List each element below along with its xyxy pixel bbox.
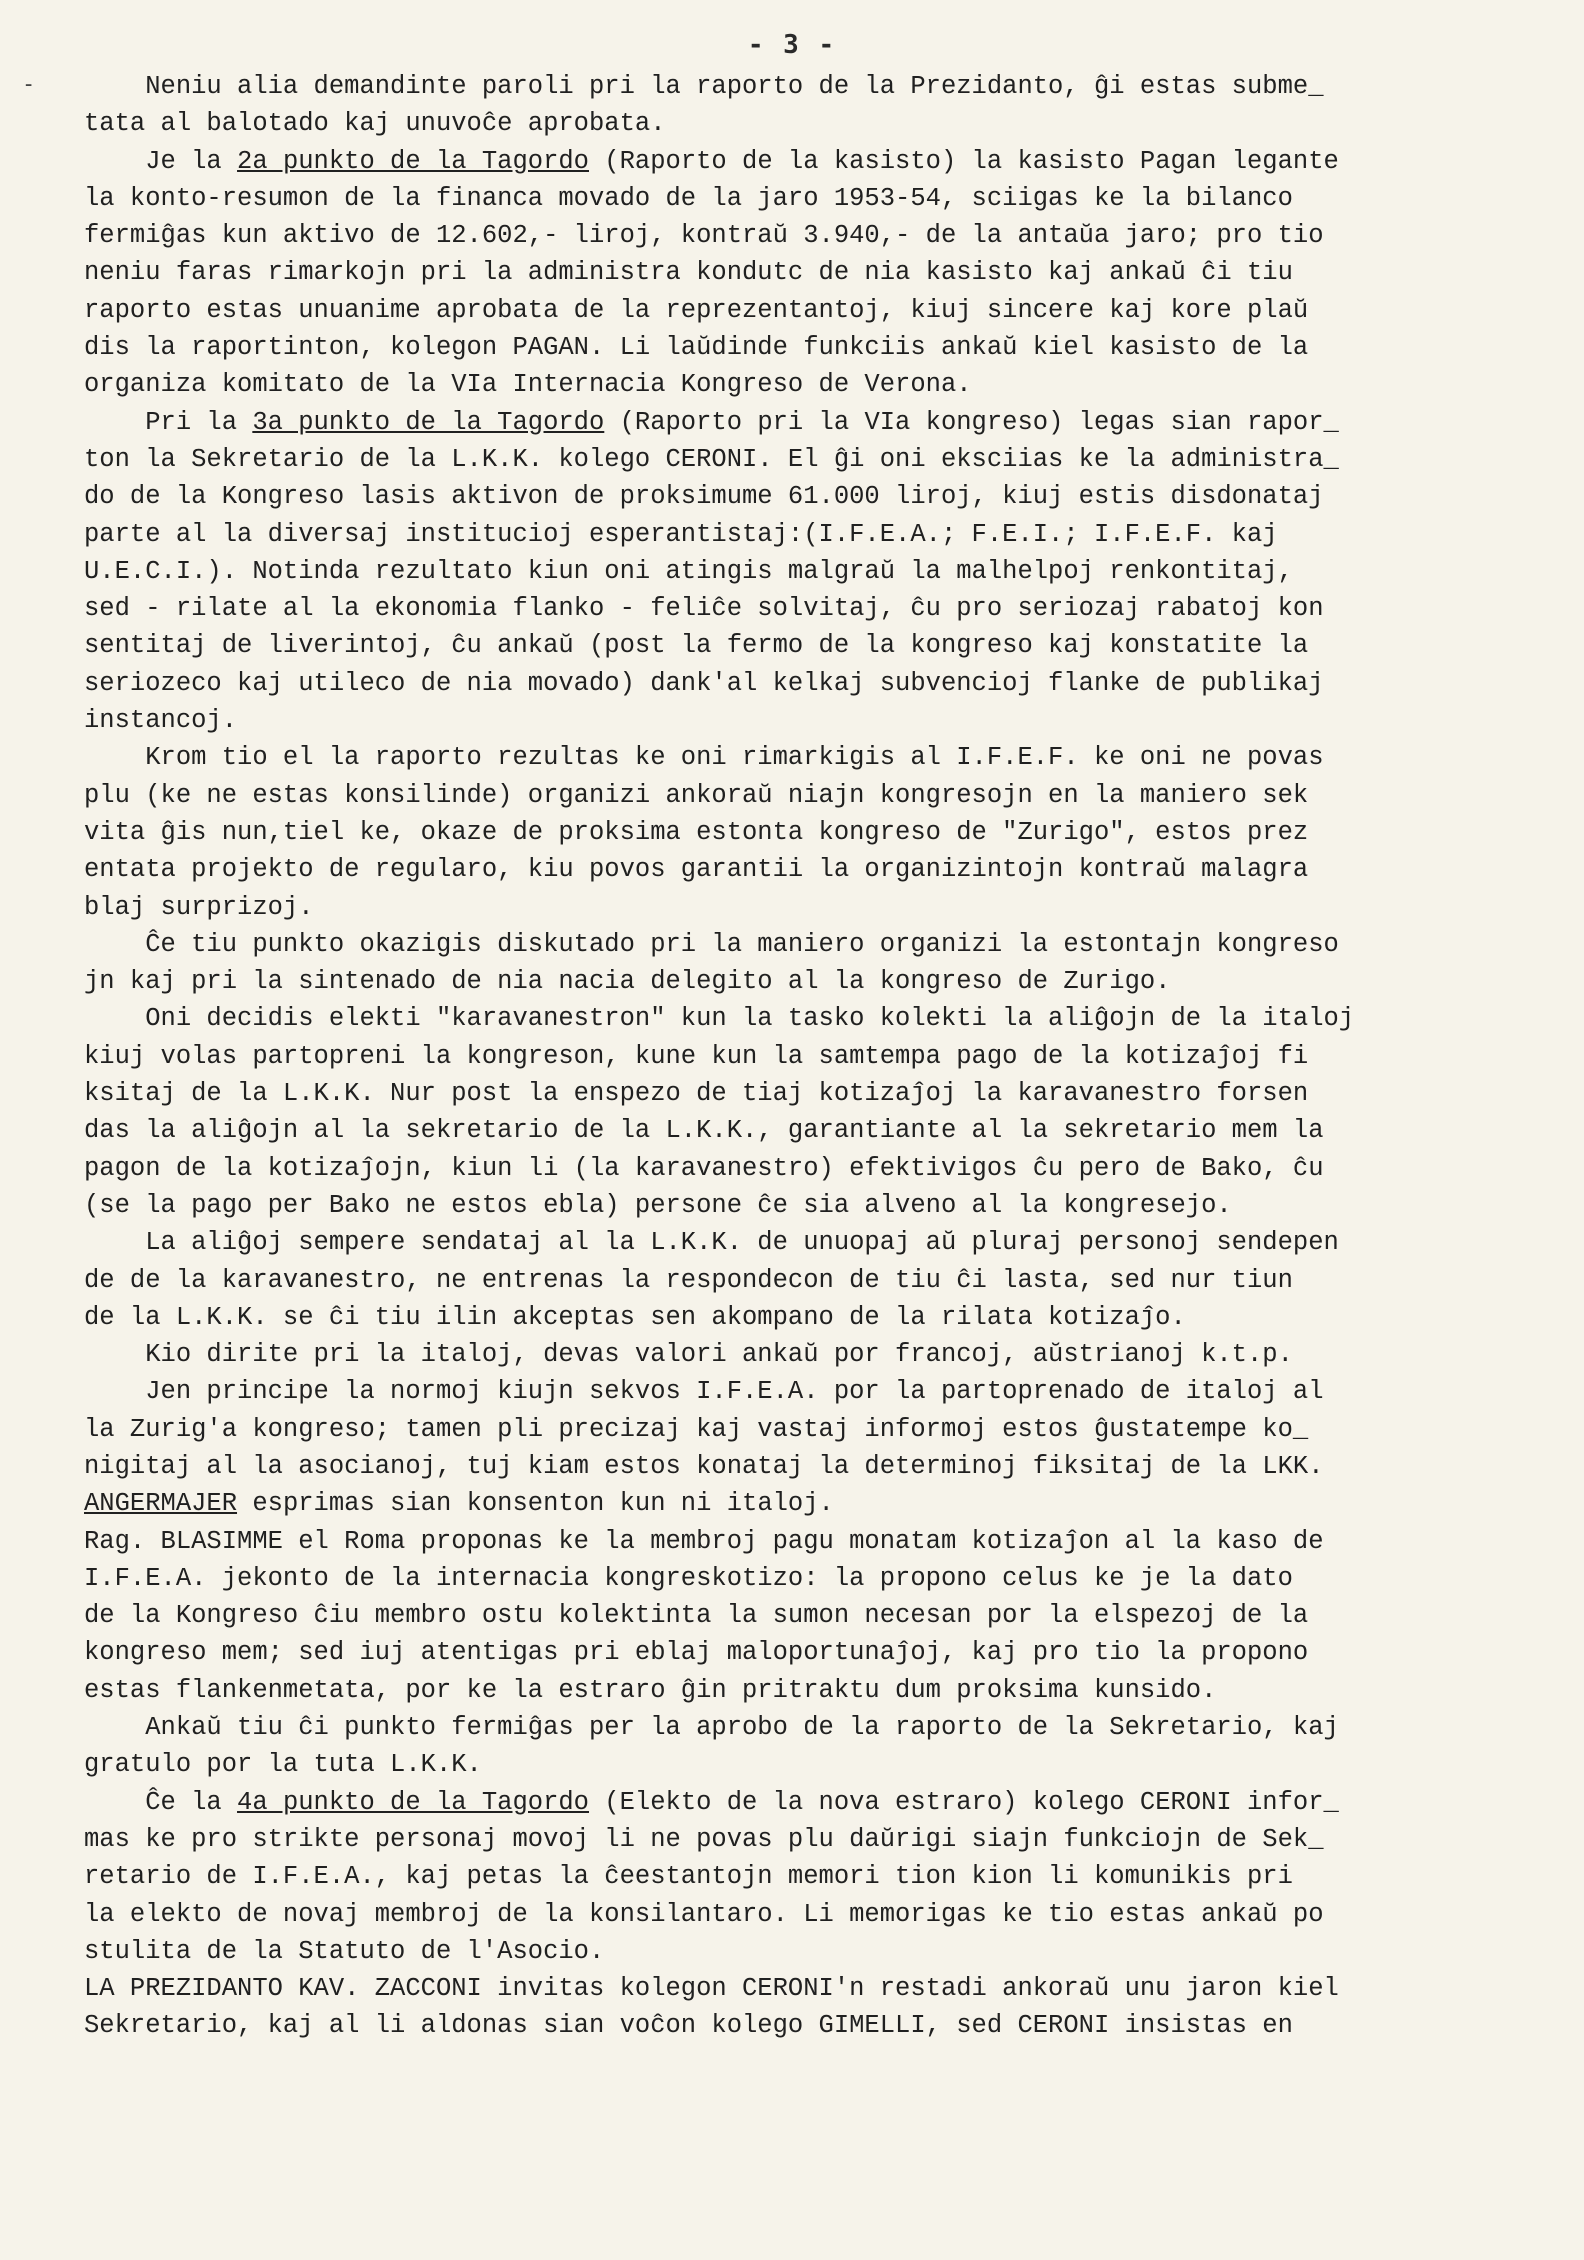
text-line xyxy=(84,814,1554,851)
text-line xyxy=(84,1224,1554,1261)
text-segment: seriozeco kaj utileco de nia movado) dank'al kelkaj subvencioj flanke de publikaj xyxy=(84,668,1324,698)
text-line xyxy=(84,1634,1554,1671)
text-segment: Sekretario, kaj al li aldonas sian voĉon kolego GIMELLI, sed CERONI insistas en xyxy=(84,2011,1293,2041)
text-line xyxy=(84,366,1554,403)
text-segment: Ankaŭ tiu ĉi punkto fermiĝas per la aprobo de la raporto de la Sekretario, kaj xyxy=(84,1713,1339,1743)
text-segment: Krom tio el la raporto rezultas ke oni rimarkigis al I.F.E.F. ke oni ne povas xyxy=(84,743,1324,773)
text-line xyxy=(84,143,1554,180)
text-segment: mas ke pro strikte personaj movoj li ne povas plu daŭrigi siajn funkciojn de Sek_ xyxy=(84,1824,1324,1854)
text-line xyxy=(84,292,1554,329)
text-line xyxy=(84,1784,1554,1821)
text-line xyxy=(84,1299,1554,1336)
text-line xyxy=(84,1000,1554,1037)
text-line xyxy=(84,254,1554,291)
text-line xyxy=(84,553,1554,590)
text-segment: ksitaj de la L.K.K. Nur post la enspezo de tiaj kotizaĵoj la karavanestro forsen xyxy=(84,1079,1309,1109)
text-segment: Rag. BLASIMME el Roma proponas ke la membroj pagu monatam kotizaĵon al la kaso de xyxy=(84,1526,1324,1556)
text-line xyxy=(84,1187,1554,1224)
text-segment: Jen principe la normoj kiujn sekvos I.F.E.A. por la partoprenado de italoj al xyxy=(84,1377,1324,1407)
text-segment: stulita de la Statuto de l'Asocio. xyxy=(84,1936,605,1966)
text-line xyxy=(84,1858,1554,1895)
text-line xyxy=(84,1336,1554,1373)
text-segment: Oni decidis elekti "karavanestron" kun la tasko kolekti la aliĝojn de la italoj xyxy=(84,1004,1355,1034)
text-line xyxy=(84,1523,1554,1560)
text-line xyxy=(84,404,1554,441)
text-line xyxy=(84,1933,1554,1970)
text-line xyxy=(84,217,1554,254)
text-segment: estas flankenmetata, por ke la estraro ĝin pritraktu dum proksima kunsido. xyxy=(84,1675,1217,1705)
text-segment: esprimas sian konsenton kun ni italoj. xyxy=(237,1489,834,1519)
text-line xyxy=(84,1709,1554,1746)
page-number: - 3 - xyxy=(747,30,837,60)
text-line xyxy=(84,590,1554,627)
text-segment: Kio dirite pri la italoj, devas valori ankaŭ por francoj, aŭstrianoj k.t.p. xyxy=(84,1340,1293,1370)
text-segment: vita ĝis nun,tiel ke, okaze de proksima estonta kongreso de "Zurigo", estos prez xyxy=(84,817,1309,847)
text-segment: (Raporto de la kasisto) la kasisto Pagan legante xyxy=(589,146,1339,176)
text-line xyxy=(84,478,1554,515)
text-segment: U.E.C.I.). Notinda rezultato kiun oni atingis malgraŭ la malhelpoj renkontitaj, xyxy=(84,556,1293,586)
text-segment: fermiĝas kun aktivo de 12.602,- liroj, kontraŭ 3.940,- de la antaŭa jaro; pro tio xyxy=(84,221,1324,251)
text-line xyxy=(84,516,1554,553)
text-line xyxy=(84,1597,1554,1634)
text-line xyxy=(84,1075,1554,1112)
text-segment: sentitaj de liverintoj, ĉu ankaŭ (post la fermo de la kongreso kaj konstatite la xyxy=(84,631,1309,661)
text-segment: la konto-resumon de la financa movado de la jaro 1953-54, sciigas ke la bilanco xyxy=(84,183,1293,213)
text-segment: jn kaj pri la sintenado de nia nacia delegito al la kongreso de Zurigo. xyxy=(84,967,1171,997)
text-line xyxy=(84,963,1554,1000)
text-line xyxy=(84,889,1554,926)
text-segment: raporto estas unuanime aprobata de la reprezentantoj, kiuj sincere kaj kore plaŭ xyxy=(84,295,1309,325)
text-line xyxy=(84,777,1554,814)
text-line xyxy=(84,1112,1554,1149)
document-body xyxy=(84,68,1554,2045)
text-line xyxy=(84,1262,1554,1299)
text-segment: nigitaj al la asocianoj, tuj kiam estos konataj la determinoj fiksitaj de la LKK. xyxy=(84,1451,1324,1481)
text-segment: I.F.E.A. jekonto de la internacia kongreskotizo: la propono celus ke je la dato xyxy=(84,1563,1293,1593)
text-segment: das la aliĝojn al la sekretario de la L.K.K., garantiante al la sekretario mem la xyxy=(84,1116,1324,1146)
underlined-text: 2a punkto de la Tagordo xyxy=(237,146,589,176)
text-segment: Pri la xyxy=(84,407,253,437)
text-line xyxy=(84,1821,1554,1858)
text-segment: neniu faras rimarkojn pri la administra kondutc de nia kasisto kaj ankaŭ ĉi tiu xyxy=(84,258,1293,288)
text-segment: de la L.K.K. se ĉi tiu ilin akceptas sen akompano de la rilata kotizaĵo. xyxy=(84,1302,1186,1332)
text-segment: organiza komitato de la VIa Internacia Kongreso de Verona. xyxy=(84,370,972,400)
text-segment: ton la Sekretario de la L.K.K. kolego CERONI. El ĝi oni eksciias ke la administra_ xyxy=(84,444,1339,474)
margin-mark: - xyxy=(22,72,36,97)
underlined-text: 4a punkto de la Tagordo xyxy=(237,1787,589,1817)
text-line xyxy=(84,1150,1554,1187)
text-line xyxy=(84,329,1554,366)
text-segment: kongreso mem; sed iuj atentigas pri eblaj maloportunaĵoj, kaj pro tio la propono xyxy=(84,1638,1309,1668)
text-segment: kiuj volas partopreni la kongreson, kune kun la samtempa pago de la kotizaĵoj fi xyxy=(84,1041,1309,1071)
text-segment: (Elekto de la nova estraro) kolego CERONI infor_ xyxy=(589,1787,1339,1817)
text-line xyxy=(84,702,1554,739)
text-segment: sed - rilate al la ekonomia flanko - feliĉe solvitaj, ĉu pro seriozaj rabatoj kon xyxy=(84,594,1324,624)
text-segment: Je la xyxy=(84,146,238,176)
text-segment: La aliĝoj sempere sendataj al la L.K.K. de unuopaj aŭ pluraj personoj sendepen xyxy=(84,1228,1339,1258)
text-segment: blaj surprizoj. xyxy=(84,892,314,922)
text-segment: entata projekto de regularo, kiu povos garantii la organizintojn kontraŭ malagra xyxy=(84,855,1309,885)
text-line xyxy=(84,68,1554,105)
text-segment: la Zurig'a kongreso; tamen pli precizaj kaj vastaj informoj estos ĝustatempe ko_ xyxy=(84,1414,1309,1444)
text-segment: gratulo por la tuta L.K.K. xyxy=(84,1750,482,1780)
text-line xyxy=(84,1560,1554,1597)
text-segment: la elekto de novaj membroj de la konsilantaro. Li memorigas ke tio estas ankaŭ po xyxy=(84,1899,1324,1929)
text-line xyxy=(84,105,1554,142)
text-line xyxy=(84,1970,1554,2007)
text-line xyxy=(84,627,1554,664)
text-segment: plu (ke ne estas konsilinde) organizi ankoraŭ niajn kongresojn en la maniero sek xyxy=(84,780,1309,810)
text-line xyxy=(84,1672,1554,1709)
text-segment: parte al la diversaj institucioj esperantistaj:(I.F.E.A.; F.E.I.; I.F.E.F. kaj xyxy=(84,519,1278,549)
text-line xyxy=(84,1411,1554,1448)
text-segment: Neniu alia demandinte paroli pri la raporto de la Prezidanto, ĝi estas subme_ xyxy=(84,72,1324,101)
text-line xyxy=(84,2007,1554,2044)
text-line xyxy=(84,665,1554,702)
text-line xyxy=(84,1448,1554,1485)
text-segment: LA PREZIDANTO KAV. ZACCONI invitas kolegon CERONI'n restadi ankoraŭ unu jaron kiel xyxy=(84,1974,1339,2004)
text-segment: retario de I.F.E.A., kaj petas la ĉeestantojn memori tion kion li komunikis pri xyxy=(84,1862,1293,1892)
text-segment: de la Kongreso ĉiu membro ostu kolektinta la sumon necesan por la elspezoj de la xyxy=(84,1601,1309,1631)
underlined-text: ANGERMAJER xyxy=(84,1489,238,1519)
text-line xyxy=(84,1038,1554,1075)
underlined-text: 3a punkto de la Tagordo xyxy=(252,407,605,437)
text-line xyxy=(84,441,1554,478)
text-segment: Ĉe tiu punkto okazigis diskutado pri la maniero organizi la estontajn kongreso xyxy=(84,929,1339,959)
text-line xyxy=(84,1373,1554,1410)
text-line xyxy=(84,1746,1554,1783)
text-segment: (se la pago per Bako ne estos ebla) persone ĉe sia alveno al la kongresejo. xyxy=(84,1190,1232,1220)
text-segment: instancoj. xyxy=(84,706,238,736)
text-line xyxy=(84,1896,1554,1933)
text-segment: do de la Kongreso lasis aktivon de proksimume 61.000 liroj, kiuj estis disdonataj xyxy=(84,482,1324,512)
text-line xyxy=(84,1485,1554,1522)
text-segment: pagon de la kotizaĵojn, kiun li (la karavanestro) efektivigos ĉu pero de Bako, ĉu xyxy=(84,1153,1324,1183)
text-segment: de de la karavanestro, ne entrenas la respondecon de tiu ĉi lasta, sed nur tiun xyxy=(84,1265,1293,1295)
text-line xyxy=(84,180,1554,217)
text-segment: dis la raportinton, kolegon PAGAN. Li laŭdinde funkciis ankaŭ kiel kasisto de la xyxy=(84,333,1309,363)
text-segment: (Raporto pri la VIa kongreso) legas sian rapor_ xyxy=(604,407,1339,437)
text-line xyxy=(84,739,1554,776)
text-segment: Ĉe la xyxy=(84,1787,238,1817)
text-line xyxy=(84,851,1554,888)
text-segment: tata al balotado kaj unuvoĉe aprobata. xyxy=(84,109,666,139)
text-line xyxy=(84,926,1554,963)
